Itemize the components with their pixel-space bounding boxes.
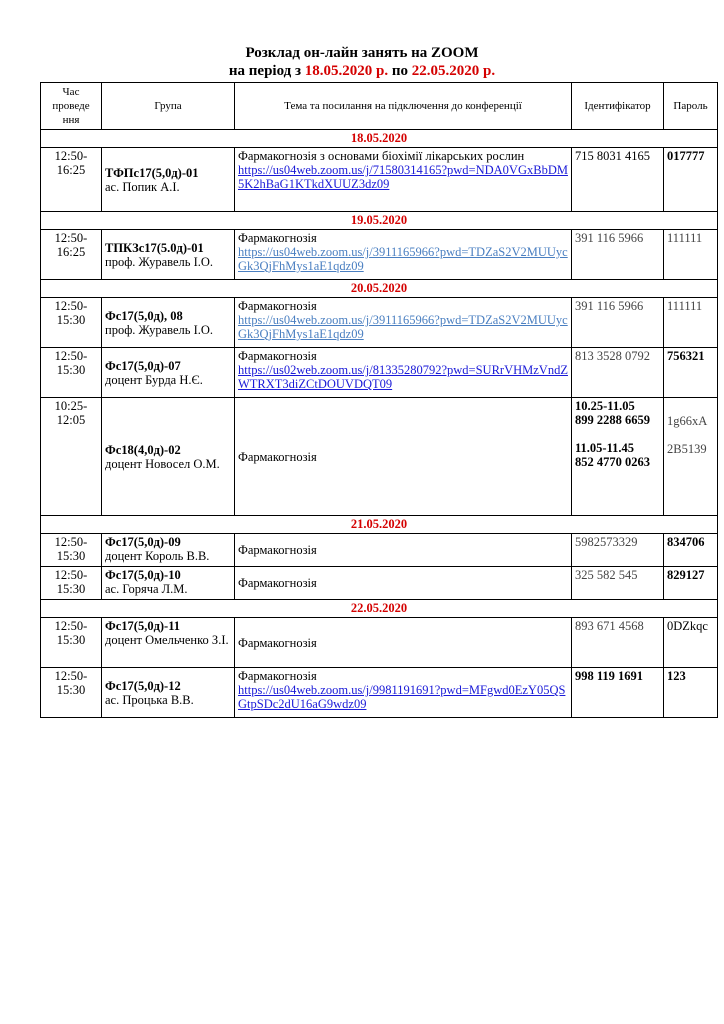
topic-cell xyxy=(235,668,572,718)
table-row xyxy=(41,148,718,212)
password-cell: 123 xyxy=(664,668,718,718)
zoom-link[interactable]: https://us04web.zoom.us/j/3911165966?pwd=TDZaS2V2MUUycGk3QjFhMys1aE1qdz09 xyxy=(238,245,568,273)
group-cell xyxy=(102,567,235,600)
table-row xyxy=(41,398,718,516)
topic-cell xyxy=(235,298,572,348)
date-to: 22.05.2020 р. xyxy=(411,63,496,79)
password-cell: 111111 xyxy=(664,298,718,348)
group-name: ТФПс17(5,0д)-01 xyxy=(105,165,199,180)
teacher-name: ас. Горяча Л.М. xyxy=(105,582,188,596)
table-row xyxy=(41,230,718,280)
topic-text: Фармакогнозія xyxy=(238,231,317,245)
password-cell: 756321 xyxy=(664,348,718,398)
group-cell xyxy=(102,668,235,718)
topic-text: Фармакогнозія xyxy=(238,576,317,590)
date-row xyxy=(41,212,718,230)
time-cell: 12:50-15:30 xyxy=(41,298,102,348)
topic-text: Фармакогнозія з основами біохімії лікарських рослин xyxy=(238,149,525,163)
id-cell: 813 3528 0792 xyxy=(572,348,664,398)
time-cell: 12:50-15:30 xyxy=(41,618,102,668)
topic-cell xyxy=(235,148,572,212)
date-row xyxy=(41,516,718,534)
teacher-name: проф. Журавель І.О. xyxy=(105,254,214,269)
topic-text: Фармакогнозія xyxy=(238,543,317,557)
id-cell: 5982573329 xyxy=(572,534,664,567)
time-cell: 12:50-16:25 xyxy=(41,148,102,212)
group-name: Фс17(5,0д)-10 xyxy=(105,568,181,582)
group-cell xyxy=(102,398,235,516)
date-label: 18.05.2020 xyxy=(41,130,718,148)
teacher-name: доцент Король В.В. xyxy=(105,549,210,563)
time-cell: 12:50-15:30 xyxy=(41,534,102,567)
topic-text: Фармакогнозія xyxy=(238,669,317,683)
group-name: Фс17(5,0д)-12 xyxy=(105,678,181,693)
teacher-name: проф. Журавель І.О. xyxy=(105,322,214,337)
group-name: Фс18(4,0д)-02 xyxy=(105,442,181,457)
id-cell: 715 8031 4165 xyxy=(572,148,664,212)
table-row xyxy=(41,567,718,600)
topic-cell xyxy=(235,618,572,668)
password-cell: 829127 xyxy=(664,567,718,600)
date-row xyxy=(41,130,718,148)
group-name: Фс17(5,0д), 08 xyxy=(105,308,183,323)
table-row xyxy=(41,534,718,567)
topic-cell xyxy=(235,398,572,516)
date-label: 21.05.2020 xyxy=(41,516,718,534)
table-row xyxy=(41,668,718,718)
group-name: Фс17(5,0д)-07 xyxy=(105,358,181,373)
date-label: 20.05.2020 xyxy=(41,280,718,298)
password-slot-2: 2B5139 xyxy=(667,442,707,456)
date-row xyxy=(41,600,718,618)
date-row xyxy=(41,280,718,298)
header-password: Пароль xyxy=(664,83,718,130)
group-name: Фс17(5,0д)-09 xyxy=(105,535,181,549)
time-cell: 10:25-12:05 xyxy=(41,398,102,516)
time-cell: 12:50-15:30 xyxy=(41,348,102,398)
header-group: Група xyxy=(102,83,235,130)
id-cell: 998 119 1691 xyxy=(572,668,664,718)
time-cell: 12:50-16:25 xyxy=(41,230,102,280)
id-slot-2: 852 4770 0263 xyxy=(575,455,650,469)
title-mid: по xyxy=(388,63,412,79)
table-row xyxy=(41,298,718,348)
title-line-1: Розклад он-лайн занять на ZOOM xyxy=(245,45,479,61)
table-row xyxy=(41,348,718,398)
id-slot-2-time: 11.05-11.45 xyxy=(575,441,635,455)
id-cell: 325 582 545 xyxy=(572,567,664,600)
title-prefix: на період з xyxy=(228,63,305,79)
header-row xyxy=(41,83,718,130)
password-cell: 0DZkqc xyxy=(664,618,718,668)
topic-cell xyxy=(235,567,572,600)
document-title xyxy=(0,44,724,80)
topic-cell xyxy=(235,534,572,567)
group-cell xyxy=(102,534,235,567)
id-slot-1: 899 2288 6659 xyxy=(575,413,650,427)
header-topic: Тема та посилання на підключення до конференції xyxy=(235,83,572,130)
id-cell: 391 116 5966 xyxy=(572,298,664,348)
group-cell xyxy=(102,230,235,280)
id-slot-1-time: 10.25-11.05 xyxy=(575,399,635,413)
topic-text: Фармакогнозія xyxy=(238,349,317,363)
password-cell xyxy=(664,398,718,516)
group-cell xyxy=(102,348,235,398)
zoom-link[interactable]: https://us04web.zoom.us/j/3911165966?pwd=TDZaS2V2MUUycGk3QjFhMys1aE1qdz09 xyxy=(238,313,568,341)
topic-cell xyxy=(235,230,572,280)
password-slot-1: 1g66xA xyxy=(667,414,708,428)
teacher-name: доцент Бурда Н.Є. xyxy=(105,372,203,387)
date-from: 18.05.2020 р. xyxy=(304,63,389,79)
time-cell: 12:50-15:30 xyxy=(41,567,102,600)
group-cell xyxy=(102,148,235,212)
date-label: 19.05.2020 xyxy=(41,212,718,230)
teacher-name: доцент Новосел О.М. xyxy=(105,456,220,471)
date-label: 22.05.2020 xyxy=(41,600,718,618)
zoom-link[interactable]: https://us04web.zoom.us/j/71580314165?pwd=NDA0VGxBbDM5K2hBaG1KTkdXUUZ3dz09 xyxy=(238,163,568,191)
group-name: ТПКЗс17(5.0д)-01 xyxy=(105,240,204,255)
topic-text: Фармакогнозія xyxy=(238,635,317,650)
password-cell: 834706 xyxy=(664,534,718,567)
teacher-name: доцент Омельченко З.І. xyxy=(105,633,229,647)
time-cell: 12:50-15:30 xyxy=(41,668,102,718)
topic-text: Фармакогнозія xyxy=(238,449,317,464)
title-line-2 xyxy=(0,62,724,80)
header-time: Час проведе ння xyxy=(41,83,102,130)
teacher-name: ас. Попик А.І. xyxy=(105,179,180,194)
password-cell: 017777 xyxy=(664,148,718,212)
header-id: Ідентифікатор xyxy=(572,83,664,130)
topic-text: Фармакогнозія xyxy=(238,299,317,313)
group-name: Фс17(5,0д)-11 xyxy=(105,619,181,633)
topic-cell xyxy=(235,348,572,398)
table-row xyxy=(41,618,718,668)
zoom-link[interactable]: https://us02web.zoom.us/j/81335280792?pwd=SURrVHMzVndZWTRXT3diZCtDOUVDQT09 xyxy=(238,363,568,391)
group-cell xyxy=(102,298,235,348)
id-cell: 391 116 5966 xyxy=(572,230,664,280)
zoom-link[interactable]: https://us04web.zoom.us/j/9981191691?pwd=MFgwd0EzY05QSGtpSDc2dU16aG9wdz09 xyxy=(238,683,566,711)
password-cell: 111111 xyxy=(664,230,718,280)
group-cell xyxy=(102,618,235,668)
id-cell: 893 671 4568 xyxy=(572,618,664,668)
schedule-table xyxy=(40,82,718,718)
spacer xyxy=(575,427,660,441)
spacer xyxy=(667,428,714,442)
teacher-name: ас. Процька В.В. xyxy=(105,692,194,707)
id-cell xyxy=(572,398,664,516)
